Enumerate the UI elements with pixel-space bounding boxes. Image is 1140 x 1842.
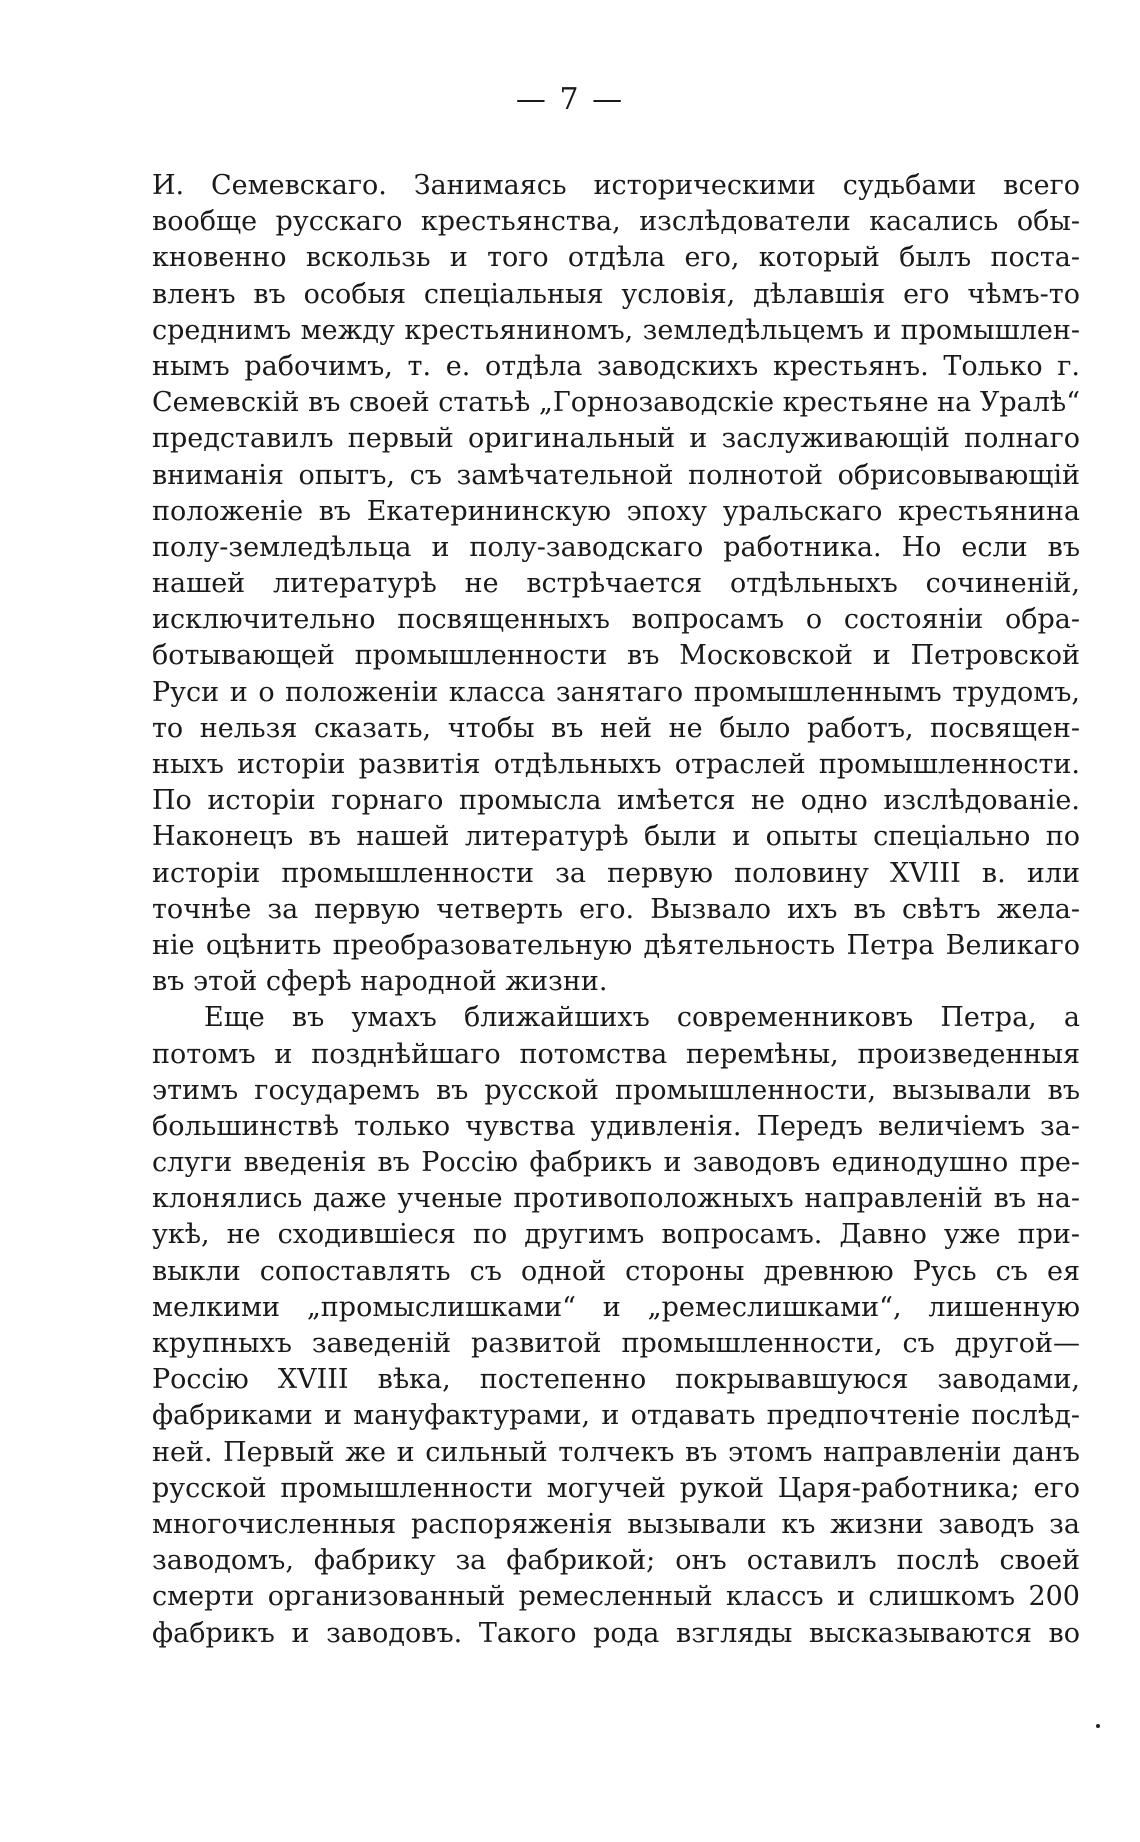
- text-line: точнѣе за первую четверть его. Вызвало ихъ въ свѣтъ жела-: [152, 893, 1080, 925]
- text-line: вниманія опытъ, съ замѣчательной полнотой обрисовывающій: [152, 459, 1080, 491]
- text-line: мелкими „промыслишками“ и „ремеслишками“, лишенную: [152, 1291, 1080, 1323]
- text-line: исторіи промышленности за первую половину XVIII в. или: [152, 857, 1080, 889]
- text-line: фабриками и мануфактурами, и отдавать предпочтеніе послѣд-: [152, 1400, 1080, 1432]
- text-line: нымъ рабочимъ, т. е. отдѣла заводскихъ крестьянъ. Только г.: [152, 350, 1080, 382]
- text-line: положеніе въ Екатерининскую эпоху уральскаго крестьянина: [152, 495, 1080, 527]
- page-number: — 7 —: [515, 82, 625, 117]
- text-line: вленъ въ особыя спеціальныя условія, дѣлавшія его чѣмъ-то: [152, 278, 1080, 310]
- text-line: И. Семевскаго. Занимаясь историческими судьбами всего: [152, 170, 1080, 201]
- text-line: По исторіи горнаго промысла имѣется не одно изслѣдованіе.: [152, 785, 1080, 817]
- print-speck: [1096, 1724, 1100, 1728]
- text-line: Руси и о положеніи класса занятаго промышленнымъ трудомъ,: [152, 676, 1080, 708]
- text-line: ныхъ исторіи развитія отдѣльныхъ отраслей промышленности.: [152, 749, 1080, 780]
- text-line: полу-земледѣльца и полу-заводскаго работника. Но если въ: [152, 531, 1080, 563]
- text-line: этимъ государемъ въ русской промышленности, вызывали въ: [152, 1074, 1080, 1106]
- text-line: выкли сопоставлять съ одной стороны древнюю Русь съ ея: [152, 1255, 1080, 1287]
- text-line: нашей литературѣ не встрѣчается отдѣльныхъ сочиненій,: [152, 568, 1080, 600]
- text-line: вообще русскаго крестьянства, изслѣдователи касались обы-: [152, 206, 1080, 238]
- text-line: Семевскій въ своей статьѣ „Горнозаводскіе крестьяне на Уралѣ“: [152, 387, 1080, 419]
- text-line: ней. Первый же и сильный толчекъ въ этомъ направленіи данъ: [152, 1436, 1080, 1468]
- paragraph-end-line: въ этой сферѣ народной жизни.: [152, 966, 608, 998]
- paragraph-start-line: Еще въ умахъ ближайшихъ современниковъ Петра, а: [204, 1002, 1080, 1034]
- text-line: среднимъ между крестьяниномъ, земледѣльцемъ и промышлен-: [152, 314, 1080, 346]
- text-line: фабрикъ и заводовъ. Такого рода взгляды высказываются во: [152, 1617, 1080, 1649]
- text-line: Наконецъ въ нашей литературѣ были и опыты спеціально по: [152, 821, 1080, 853]
- text-line: многочисленныя распоряженія вызывали къ жизни заводъ за: [152, 1508, 1080, 1540]
- text-line: исключительно посвященныхъ вопросамъ о состояніи обра-: [152, 604, 1080, 636]
- text-line: крупныхъ заведеній развитой промышленности, съ другой—: [152, 1328, 1080, 1359]
- text-line: укѣ, не сходившіеся по другимъ вопросамъ. Давно уже при-: [152, 1219, 1080, 1251]
- text-line: представилъ первый оригинальный и заслуживающій полнаго: [152, 423, 1080, 455]
- text-line: ботывающей промышленности въ Московской и Петровской: [152, 640, 1080, 672]
- text-line: смерти организованный ремесленный классъ и слишкомъ 200: [152, 1581, 1080, 1613]
- text-line: потомъ и позднѣйшаго потомства перемѣны, произведенныя: [152, 1038, 1080, 1070]
- text-line: заводомъ, фабрику за фабрикой; онъ оставилъ послѣ своей: [152, 1545, 1080, 1577]
- text-line: то нельзя сказать, чтобы въ ней не было работъ, посвящен-: [152, 712, 1080, 744]
- text-line: слуги введенія въ Россію фабрикъ и заводовъ единодушно пре-: [152, 1147, 1080, 1179]
- body-text: [152, 168, 1080, 1652]
- text-line: русской промышленности могучей рукой Царя-работника; его: [152, 1472, 1080, 1504]
- text-line: Россію XVIII вѣка, постепенно покрывавшуюся заводами,: [152, 1364, 1080, 1396]
- text-line: кновенно вскользь и того отдѣла его, который былъ поста-: [152, 242, 1080, 274]
- text-line: ніе оцѣнить преобразовательную дѣятельность Петра Великаго: [152, 929, 1080, 961]
- text-line: клонялись даже ученые противоположныхъ направленій въ на-: [152, 1183, 1080, 1215]
- text-line: большинствѣ только чувства удивленія. Передъ величіемъ за-: [152, 1110, 1080, 1142]
